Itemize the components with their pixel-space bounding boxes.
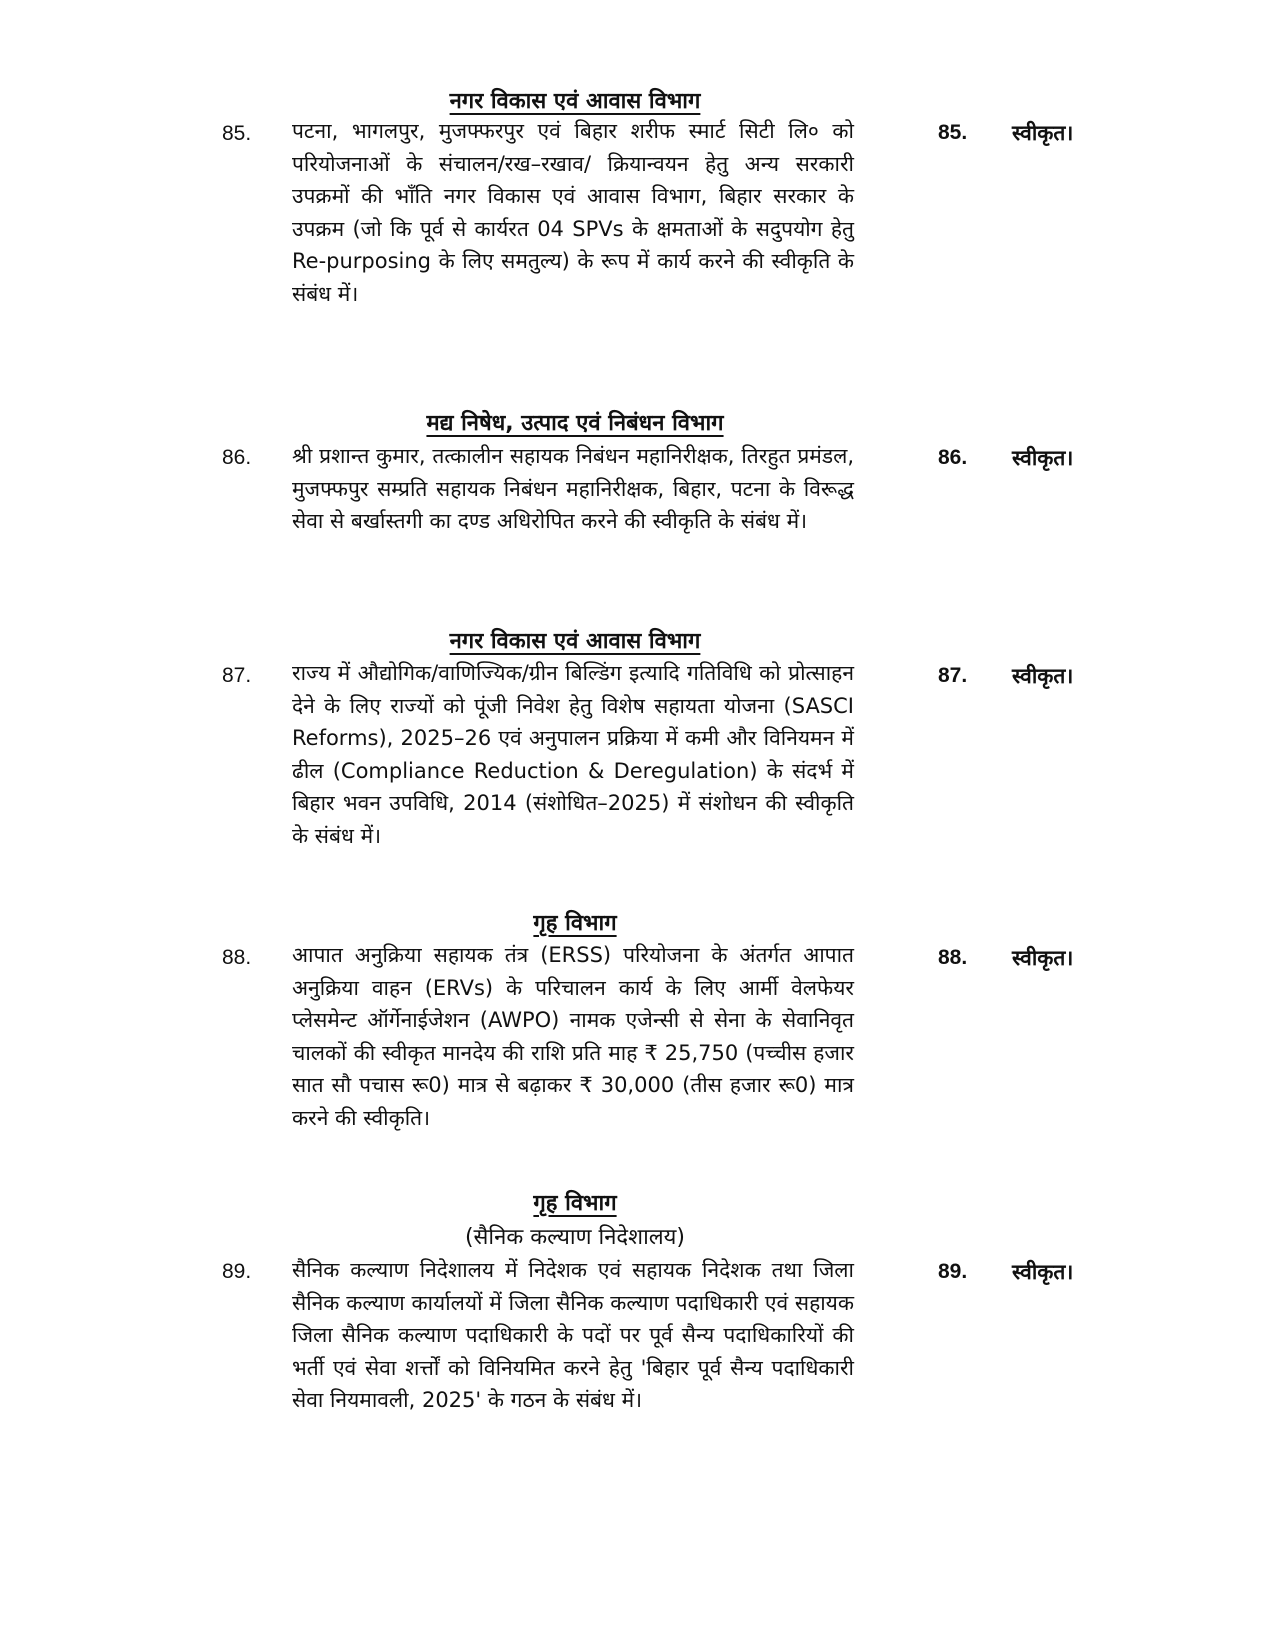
- department-heading-text: नगर विकास एवं आवास विभाग: [449, 629, 701, 654]
- item-text: आपात अनुक्रिया सहायक तंत्र (ERSS) परियोजना के अंतर्गत आपात अनुक्रिया वाहन (ERVs) के परिचालन कार्य के लिए आर्मी वेलफेयर प्लेसमेन्ट ऑर्गेनाईजेशन (AWPO) नामक एजेन्सी से सेना के सेवानिवृत चालकों की स्वीकृत मानदेय की राशि प्रति माह ₹ 25,750 (पच्चीस हजार सात सौ पचास रू0) मात्र से बढ़ाकर ₹ 30,000 (तीस हजार रू0) मात्र करने की स्वीकृति।: [292, 943, 854, 1130]
- status-number: 89.: [938, 1260, 968, 1283]
- item-text: पटना, भागलपुर, मुजफ्फरपुर एवं बिहार शरीफ स्मार्ट सिटी लि० को परियोजनाओं के संचालन/रख–रखाव/ क्रियान्वयन हेतु अन्य सरकारी उपक्रमों की भाँति नगर विकास एवं आवास विभाग, बिहार सरकार के उपक्रम (जो कि पूर्व से कार्यरत 04 SPVs के क्षमताओं के सदुपयोग हेतु Re-purposing के लिए समतुल्य) के रूप में कार्य करने की स्वीकृति के संबंध में।: [292, 119, 854, 306]
- status-label: स्वीकृत।: [1012, 446, 1074, 470]
- item-number: 86.: [222, 446, 252, 469]
- department-heading: [290, 910, 860, 938]
- item-text: राज्य में औद्योगिक/वाणिज्यिक/ग्रीन बिल्डिंग इत्यादि गतिविधि को प्रोत्साहन देने के लिए राज्यों को पूंजी निवेश हेतु विशेष सहायता योजना (SASCI Reforms), 2025–26 एवं अनुपालन प्रक्रिया में कमी और विनियमन में ढील (Compliance Reduction & Deregulation) के संदर्भ में बिहार भवन उपविधि, 2014 (संशोधित–2025) में संशोधन की स्वीकृति के संबंध में।: [292, 661, 854, 848]
- status-label: स्वीकृत।: [1012, 1260, 1074, 1284]
- status-number: 87.: [938, 664, 968, 687]
- status-number: 86.: [938, 446, 968, 469]
- item-text: सैनिक कल्याण निदेशालय में निदेशक एवं सहायक निदेशक तथा जिला सैनिक कल्याण कार्यालयों में जिला सैनिक कल्याण पदाधिकारी एवं सहायक जिला सैनिक कल्याण पदाधिकारी के पदों पर पूर्व सैन्य पदाधिकारियों की भर्ती एवं सेवा शर्त्तों को विनियमित करने हेतु 'बिहार पूर्व सैन्य पदाधिकारी सेवा नियमावली, 2025' के गठन के संबंध में।: [292, 1258, 854, 1412]
- status-label: स्वीकृत।: [1012, 664, 1074, 688]
- item-number: 88.: [222, 946, 252, 969]
- item-text: श्री प्रशान्त कुमार, तत्कालीन सहायक निबंधन महानिरीक्षक, तिरहुत प्रमंडल, मुजफ्फपुर सम्प्रति सहायक निबंधन महानिरीक्षक, बिहार, पटना के विरूद्ध सेवा से बर्खास्तगी का दण्ड अधिरोपित करने की स्वीकृति के संबंध में।: [292, 444, 854, 533]
- department-heading: [290, 88, 860, 116]
- item-number: 85.: [222, 122, 252, 145]
- sub-department-heading: (सैनिक कल्याण निदेशालय): [464, 1225, 686, 1250]
- department-heading: [290, 1190, 860, 1218]
- department-heading-text: गृह विभाग: [533, 1191, 617, 1216]
- status-label: स्वीकृत।: [1012, 121, 1074, 145]
- department-heading: [290, 628, 860, 656]
- status-number: 88.: [938, 946, 968, 969]
- status-number: 85.: [938, 121, 968, 144]
- department-heading: [290, 410, 860, 438]
- status-label: स्वीकृत।: [1012, 946, 1074, 970]
- item-number: 89.: [222, 1260, 252, 1283]
- department-heading-text: मद्य निषेध, उत्पाद एवं निबंधन विभाग: [426, 411, 724, 436]
- department-heading-text: नगर विकास एवं आवास विभाग: [449, 89, 701, 114]
- item-number: 87.: [222, 664, 252, 687]
- department-heading-text: गृह विभाग: [533, 911, 617, 936]
